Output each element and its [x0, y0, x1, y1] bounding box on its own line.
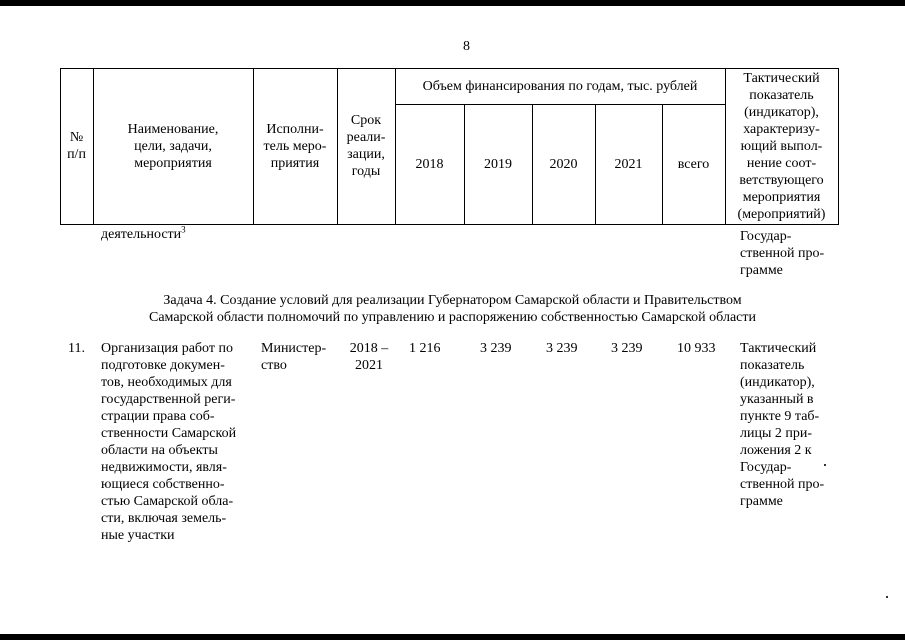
task-heading: Задача 4. Создание условий для реализации Губернатором Самарской области и Правительством Самарской области полномочий по управлению и распоряжению собственностью Самарской области: [149, 293, 756, 325]
row-num: 11.: [68, 341, 85, 356]
header-name: Наименование, цели, задачи, мероприятия: [127, 121, 219, 171]
row-indicator: Тактический показатель (индикатор), указанный в пункте 9 таб- лицы 2 при- ложения 2 к Государ- ственной про- грамме: [740, 341, 825, 509]
row-total: 10 933: [677, 341, 716, 356]
header-term: Срок реали- зации, годы: [346, 113, 386, 179]
header-year-2018: 2018: [415, 156, 444, 172]
speck: [886, 596, 888, 598]
continued-name: деятельности$^3$: [101, 224, 186, 242]
continued-indicator: Государ- ственной про- грамме: [740, 229, 825, 278]
row-2018: 1 216: [409, 341, 441, 356]
bottom-border: [0, 634, 905, 640]
row-name: Организация работ по подготовке докумен- тов, необходимых для государственной реги- страции права соб- ственности Самарской области на объекты недвижимости, явля- ющиеся собственно- стью Самарской обла- сти, включая земель- ные участки: [101, 341, 237, 543]
header-year-2021: 2021: [614, 156, 643, 172]
header-year-2020: 2020: [549, 156, 578, 172]
header-indicator: Тактический показатель (индикатор), характеризу- ющий выпол- нение соот- ветствующего мероприятия (мероприятий): [737, 70, 826, 222]
row-2020: 3 239: [546, 341, 578, 356]
row-term: 2018 – 2021: [349, 341, 389, 373]
header-funding: Объем финансирования по годам, тыс. рублей: [422, 78, 698, 94]
row-2021: 3 239: [611, 341, 643, 356]
page-number: 8: [463, 39, 470, 54]
row-2019: 3 239: [480, 341, 512, 356]
row-executor: Министер- ство: [261, 341, 327, 373]
speck: [824, 464, 826, 466]
header-num: № п/п: [67, 130, 86, 162]
header-year-2019: 2019: [484, 156, 512, 172]
top-border: [0, 0, 905, 6]
header-executor: Исполни- тель меро- приятия: [263, 121, 327, 171]
header-total: всего: [677, 156, 710, 172]
